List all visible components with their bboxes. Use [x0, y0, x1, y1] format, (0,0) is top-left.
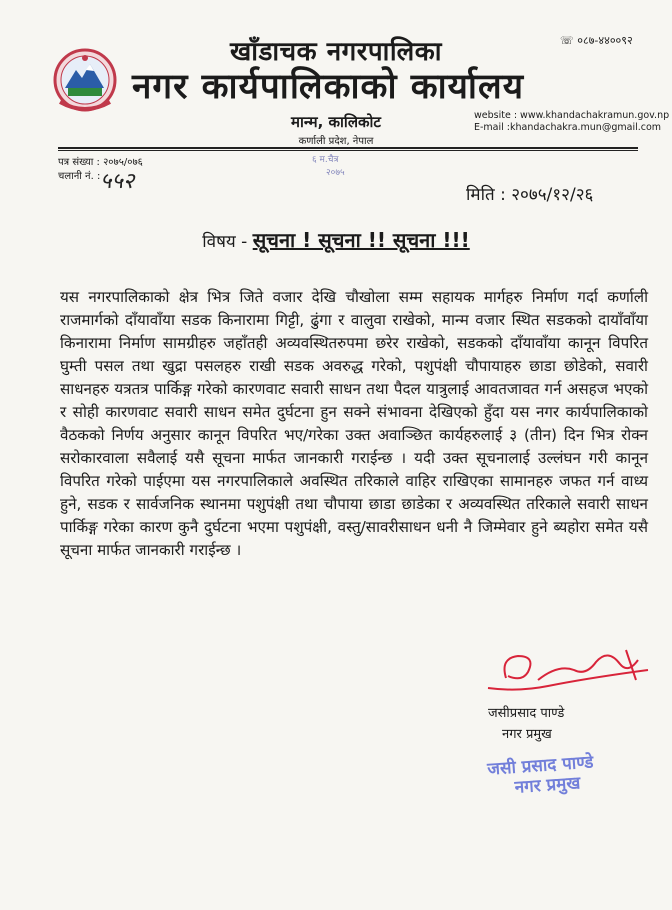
stamp-name: जसी प्रसाद पाण्डे [486, 752, 595, 780]
chalani-label: चलानी नं. : [58, 171, 101, 182]
header-divider-thin [58, 150, 638, 151]
website: website : www.khandachakramun.gov.np [474, 110, 670, 121]
subject-label: विषय - [202, 232, 248, 252]
letter-date: मिति : २०७५/१२/२६ [466, 185, 594, 205]
official-name-stamp [487, 752, 596, 799]
notice-body: यस नगरपालिकाको क्षेत्र भित्र जिते वजार देखि चौखोला सम्म सहायक मार्गहरु निर्माण गर्दा कर्णाली राजमार्गको दाँयावाँया सडक किनारामा गिट्टी, ढुंगा र वालुवा राखेको, मान्म वजार स्थित सडकको दायाँवाँया किनारामा निर्माण सामग्रीहरु जहाँतही अव्यवस्थितरुपमा छरेर राखेको, सडकको दाँयावाँया कानून विपरित घुम्ती पसल तथा खुद्रा पसलहरु राखी सडक अवरुद्ध गरेको, पशुपंक्षी चौपायाहरु छाडा छोडेको, सवारी साधनहरु यत्रतत्र पार्किङ्ग गरेको कारणवाट सवारी साधन तथा पैदल यात्रुलाई आवतजावत गर्न असहज भएको र सोही कारणवाट सवारी साधन समेत दुर्घटना हुन सक्ने संभावना देखिएको हुँदा यस नगर कार्यपालिकाको वैठकको निर्णय अनुसार कानून विपरित भए/गरेका उक्त अवाञ्छित कार्यहरुलाई ३ (तीन) दिन भित्र रोक्न सरोकारवाला सवैलाई यसै सूचना मार्फत जानकारी गराईन्छ । यदी उक्त सूचनालाई उल्लंघन गरी कानून विपरित गरेको पाईएमा यस नगरपालिकाले अवस्थित तरिकाले वाहिर राखिएका सामानहरु जफत गर्न वाध्य हुने, सडक र सार्वजनिक स्थानमा पशुपंक्षी तथा चौपाया छाडा छाडेका र अव्यवस्थित तरिकाले सवारी साधन पार्किङ्ग गरेका कारण कुनै दुर्घटना भएमा पशुपंक्षी, वस्तु/सावरीसाधन धनी नै जिम्मेवार हुने ब्यहोरा समेत यसै सूचना मार्फत जानकारी गराईन्छ । [60, 288, 648, 559]
contact-info [474, 110, 669, 134]
municipality-name: खाँडाचक नगरपालिका [230, 37, 442, 67]
signatory-name: जसीप्रसाद पाण्डे [488, 706, 565, 721]
office-address: मान्म, कालिकोट [291, 113, 381, 131]
header-divider [58, 147, 638, 149]
phone-number: ☏ ०८७-४४००९२ [560, 34, 633, 47]
signatory-title: नगर प्रमुख [502, 727, 552, 742]
office-title: नगर कार्यपालिकाको कार्यालय [132, 67, 525, 107]
subject-line [0, 226, 672, 253]
email: E-mail :khandachakra.mun@gmail.com [474, 122, 662, 133]
stamp-line-2: २०७५ [326, 168, 345, 178]
office-province: कर्णाली प्रदेश, नेपाल [298, 136, 374, 147]
subject-headline: सूचना ! सूचना !! सूचना !!! [252, 228, 470, 252]
letter-number: पत्र संख्या : २०७५/०७६ [58, 157, 143, 168]
signatory-block [488, 703, 564, 745]
stamp-line-1: ६ म.चैत्र [312, 155, 339, 165]
stamp-title: नगर प्रमुख [514, 773, 581, 798]
received-stamp [312, 152, 372, 182]
chalani-number: ५५२ [100, 169, 135, 194]
